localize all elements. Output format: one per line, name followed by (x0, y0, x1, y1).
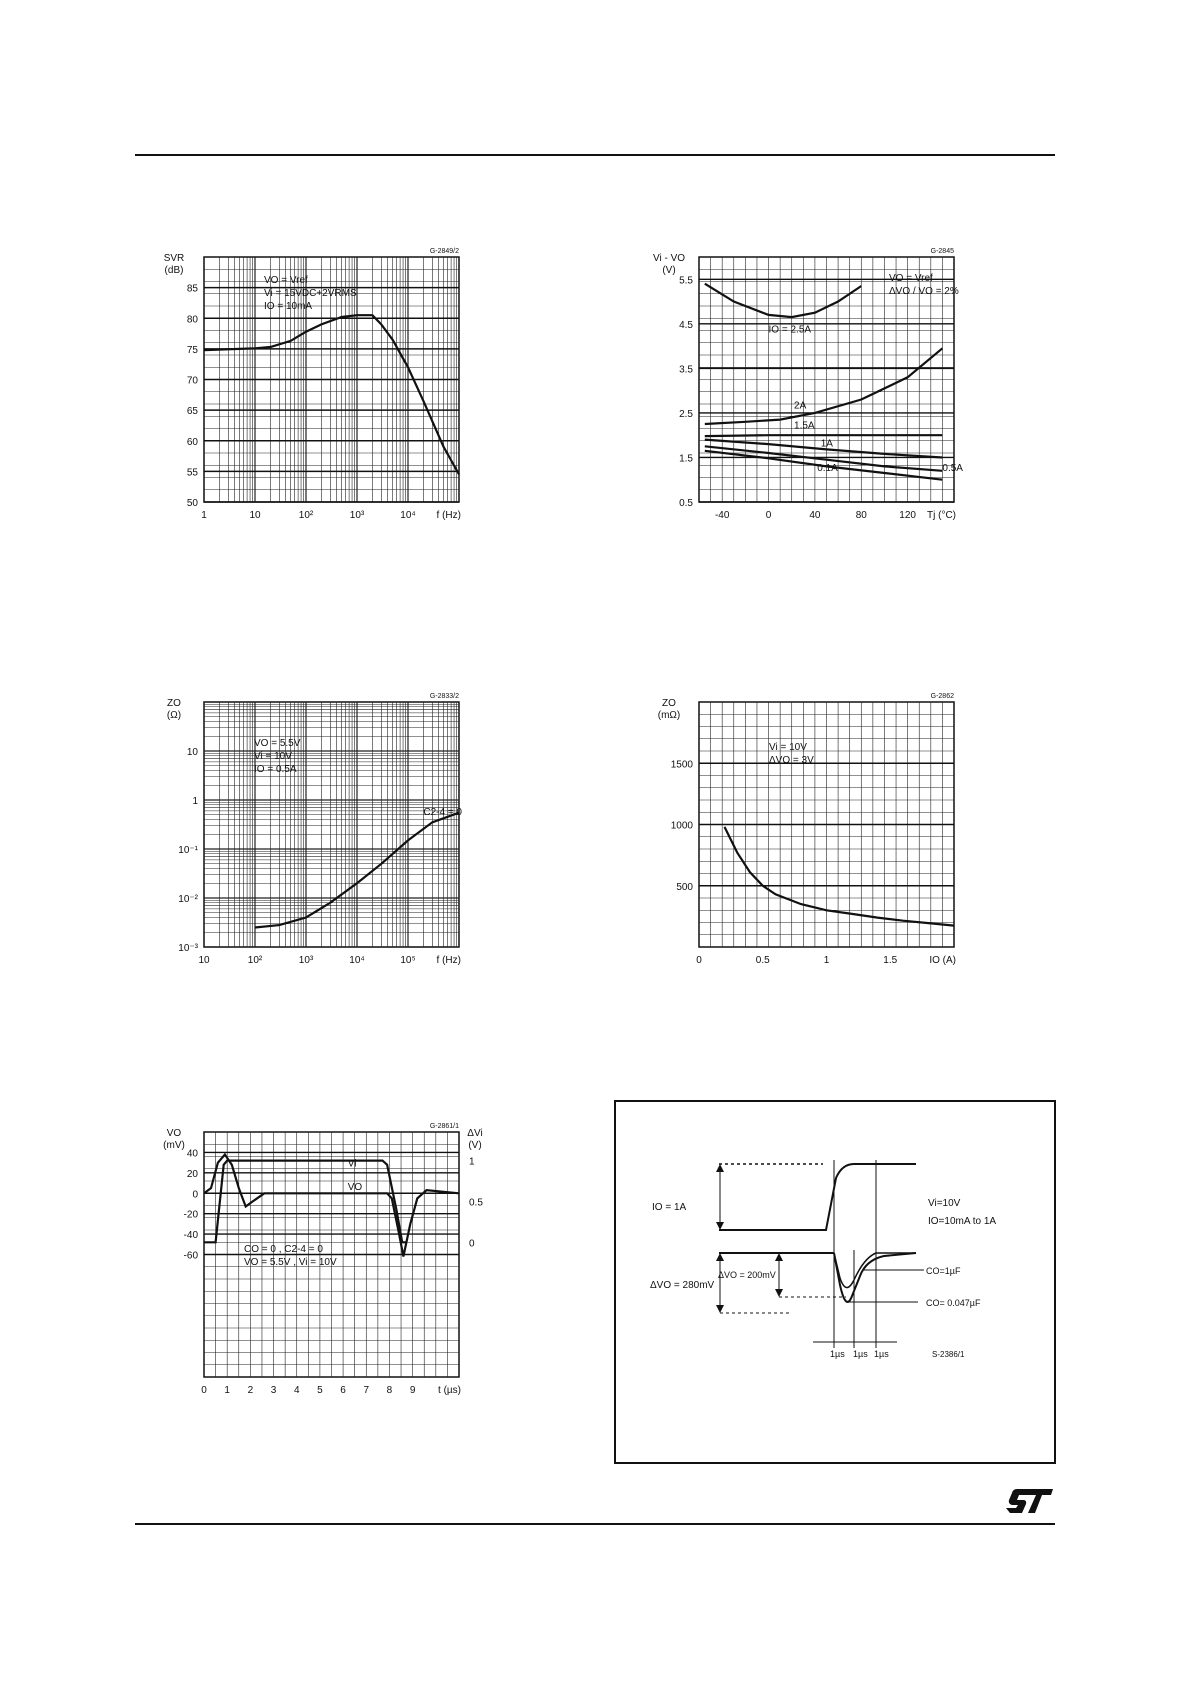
annotation-text: Vi = 15VDC+2VRMS (264, 288, 357, 299)
x-tick-label: 10⁴ (400, 510, 416, 521)
figure-code: G-2861/1 (429, 1123, 459, 1130)
line-transient-chart (160, 1110, 490, 1420)
x-tick-label: 1 (201, 510, 207, 521)
y-axis-label: ZO (662, 698, 676, 709)
series-label: 0.1A (817, 462, 838, 474)
series-label: 1A (820, 438, 833, 450)
output-impedance-frequency-chart (160, 680, 490, 990)
x-axis-label: Tj (°C) (927, 510, 956, 521)
y-tick-label: 3.5 (679, 364, 693, 376)
series-line (705, 435, 943, 436)
time-label-1: 1µs (830, 1349, 845, 1359)
y-axis-label: SVR (163, 253, 185, 264)
y-tick-label: 4.5 (679, 319, 693, 331)
x-tick-label: 10³ (349, 510, 365, 521)
footer-rule (135, 1523, 1055, 1525)
x-tick-label: 0 (201, 1385, 207, 1396)
x-tick-label: 10² (247, 955, 263, 966)
annotation-text: VO = Vref (889, 273, 933, 284)
y-tick-label: 40 (186, 1148, 198, 1160)
y-axis-label: (Ω) (166, 710, 182, 721)
annotation-text: VO = 5.5V (254, 738, 301, 749)
figure-code: G-2833/2 (429, 693, 459, 700)
y-tick-label: 1500 (670, 759, 693, 771)
x-tick-label: 10⁴ (349, 955, 365, 966)
io-label: IO = 1A (652, 1202, 687, 1213)
y2-axis-label: (V) (468, 1140, 482, 1151)
y-tick-label: 70 (186, 375, 198, 387)
y-tick-label: 0 (192, 1189, 198, 1201)
series-label: 2A (794, 400, 807, 412)
y-tick-label: -40 (183, 1230, 198, 1242)
x-tick-label: 2 (247, 1385, 254, 1396)
y-tick-label: 75 (186, 344, 198, 356)
series-label: 1.5A (794, 420, 815, 432)
annotation-text: ΔVO = 3V (769, 755, 814, 766)
x-tick-label: 0 (696, 955, 702, 966)
y-tick-label: -60 (183, 1250, 198, 1262)
y-tick-label: 10⁻³ (178, 943, 198, 954)
y-tick-label: 10 (186, 747, 198, 758)
y-tick-label: 1.5 (679, 453, 693, 465)
annotation-text: IO = 10mA (264, 301, 313, 312)
y-tick-label: 5.5 (679, 275, 693, 287)
x-tick-label: 4 (293, 1385, 300, 1396)
x-tick-label: 9 (409, 1385, 416, 1396)
svr-chart (160, 235, 490, 545)
y-tick-label: 65 (186, 406, 198, 418)
x-tick-label: 0.5 (755, 955, 770, 966)
x-axis-label: t (µs) (438, 1385, 461, 1396)
x-tick-label: 7 (363, 1385, 370, 1396)
y-axis-label: (mV) (163, 1140, 185, 1151)
x-tick-label: 1.5 (883, 955, 898, 966)
x-tick-label: 10² (298, 510, 314, 521)
x-tick-label: 1 (823, 955, 830, 966)
y2-tick-label: 0 (469, 1238, 475, 1250)
co-1uf-label: CO=1µF (926, 1266, 961, 1276)
time-label-2: 1µs (853, 1349, 868, 1359)
annotation-text: VO = 5.5V , Vi = 10V (244, 1257, 337, 1268)
x-tick-label: 5 (317, 1385, 323, 1396)
y-tick-label: 1 (192, 796, 198, 807)
y-axis-label: VO (166, 1128, 182, 1139)
x-tick-label: -40 (714, 510, 730, 521)
io-step-low (719, 1164, 916, 1230)
y-axis-label: (mΩ) (657, 710, 681, 721)
diagram-code: S-2386/1 (932, 1350, 965, 1359)
vo-response-large (834, 1253, 916, 1302)
y-tick-label: 10⁻¹ (178, 845, 198, 856)
x-tick-label: 3 (270, 1385, 277, 1396)
series-line (725, 827, 955, 926)
y-axis-label: ZO (167, 698, 181, 709)
series-label: Vi (347, 1158, 357, 1170)
figure-code: G-2845 (930, 248, 954, 255)
series-label: 0.5A (942, 462, 963, 474)
annotation-text: Vi = 10V (769, 742, 807, 753)
x-tick-label: 8 (386, 1385, 393, 1396)
output-impedance-current-chart (655, 680, 985, 990)
y2-tick-label: 1 (469, 1156, 475, 1168)
y-tick-label: 2.5 (679, 408, 693, 420)
series-line (204, 315, 459, 474)
header-rule (135, 154, 1055, 156)
y-tick-label: 80 (186, 314, 198, 326)
y2-axis-label: ΔVi (467, 1128, 483, 1139)
y-tick-label: 85 (186, 283, 198, 295)
figure-code: G-2862 (930, 693, 954, 700)
y-tick-label: 55 (186, 467, 198, 479)
dvo-200-label: ΔVO = 200mV (718, 1270, 776, 1280)
y-tick-label: 20 (186, 1168, 198, 1180)
x-tick-label: 40 (809, 510, 821, 521)
io-range-label: IO=10mA to 1A (928, 1216, 997, 1227)
y-tick-label: 0.5 (679, 498, 693, 509)
st-logo (1004, 1487, 1054, 1517)
x-tick-label: 120 (899, 510, 916, 521)
annotation-text: ΔVO / VO = 2% (889, 286, 959, 297)
series-label: IO = 2.5A (768, 324, 812, 336)
y-axis-label: (dB) (164, 265, 184, 276)
annotation-text: CO = 0 , C2-4 = 0 (244, 1244, 323, 1255)
y-axis-label: (V) (662, 265, 676, 276)
x-tick-label: 0 (765, 510, 772, 521)
x-tick-label: 10 (249, 510, 261, 521)
x-axis-label: IO (A) (929, 955, 956, 966)
figure-code: G-2849/2 (429, 248, 459, 255)
co-0047uf-label: CO= 0.047µF (926, 1298, 981, 1308)
time-label-3: 1µs (874, 1349, 889, 1359)
y2-tick-label: 0.5 (469, 1197, 483, 1209)
y-axis-label: Vi - VO (652, 253, 686, 264)
annotation-text: Vi = 10V (254, 751, 292, 762)
dvo-280-label: ΔVO = 280mV (650, 1280, 715, 1291)
y-tick-label: 500 (676, 881, 693, 893)
series-label: C2-4 = 0 (423, 806, 462, 818)
annotation-text: IO = 0.5A (254, 764, 297, 775)
x-tick-label: 80 (855, 510, 867, 521)
x-tick-label: 10³ (298, 955, 314, 966)
annotation-text: VO = Vref (264, 275, 308, 286)
x-axis-label: f (Hz) (436, 510, 461, 521)
y-tick-label: 1000 (670, 820, 693, 832)
load-transient-diagram (614, 1100, 1056, 1464)
y-tick-label: 60 (186, 436, 198, 448)
plot-frame (204, 702, 459, 947)
x-axis-label: f (Hz) (436, 955, 461, 966)
y-tick-label: 10⁻² (178, 894, 198, 905)
series-label: VO (347, 1182, 363, 1194)
x-tick-label: 1 (224, 1385, 230, 1396)
y-tick-label: 50 (186, 498, 198, 509)
vi-label: Vi=10V (928, 1198, 961, 1209)
dropout-voltage-chart (652, 235, 985, 545)
x-tick-label: 6 (340, 1385, 346, 1396)
x-tick-label: 10 (198, 955, 210, 966)
x-tick-label: 10⁵ (400, 955, 416, 966)
y-tick-label: -20 (183, 1209, 198, 1221)
